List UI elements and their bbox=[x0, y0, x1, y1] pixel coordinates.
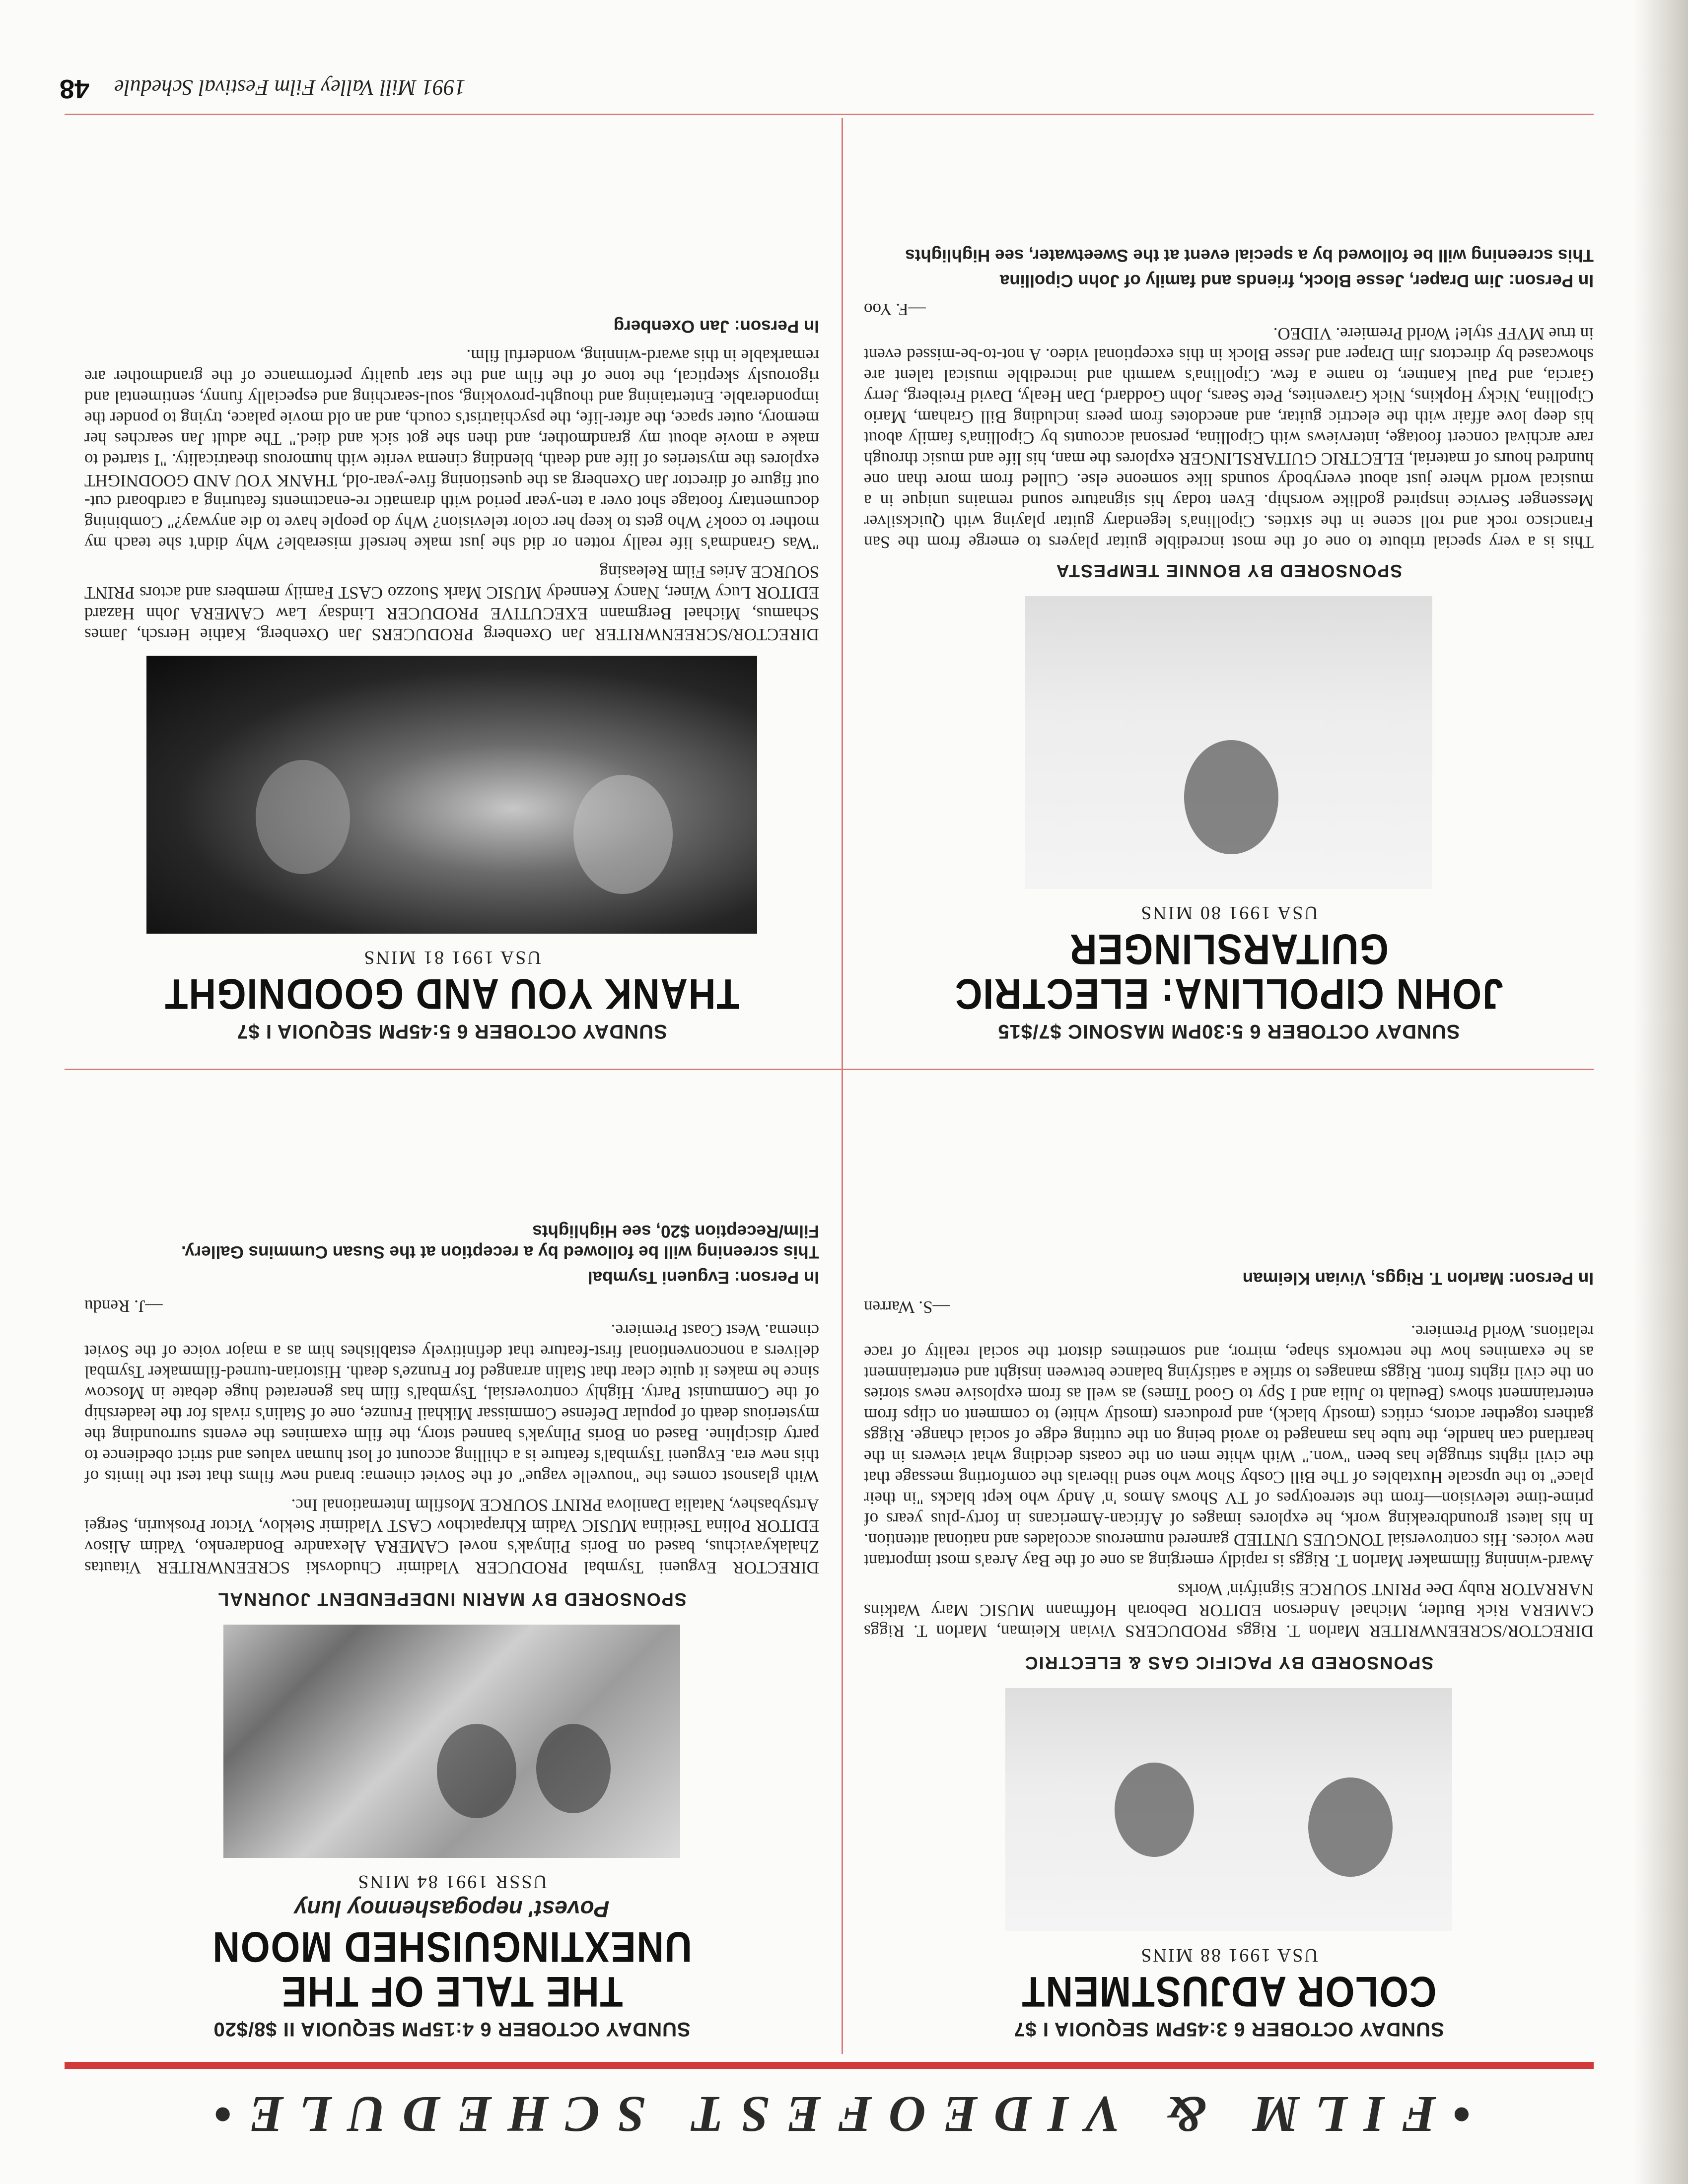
screening-note: This screening will be followed by a reception at the Susan Cummins Gallery. Film/Reception $20, see Highlights bbox=[181, 1222, 819, 1262]
column-divider bbox=[842, 118, 843, 2054]
row-divider bbox=[65, 1069, 1594, 1070]
credits: DIRECTOR/SCREENWRITER Marlon T. Riggs PRODUCERS Vivian Kleiman, Marlon T. Riggs CAMERA Rick Butler, Michael Anderson EDITOR Deborah Hoffmann MUSIC Mary Watkins NARRATOR Ruby Dee PRINT SOURCE Signifyin' Works bbox=[864, 1580, 1594, 1641]
film-meta: USSR 1991 84 MINS bbox=[356, 1871, 547, 1892]
synopsis: With glasnost comes the "nouvelle vague" of the Soviet cinema: brand new films that test the limits of this new era. Evgueni Tsymbal's feature is a chilling account of lost human values and strict obedience to party discipline. Based on Boris Pilnyak's banned story, the film examines the events surrounding the mysterious death of popular Defense Commissar Mikhail Frunze, one of Stalin's rivals for the leadership of the Communist Party. Highly controversial, Tsymbal's film has generated huge debate in Moscow since he makes it quite clear that Stalin arranged for Frunze's death. Historian-turned-filmmaker Tsymbal delivers a nonconventional first-feature that definitively establishes him as a major voice of the Soviet cinema. West Coast Premiere. bbox=[84, 1321, 819, 1486]
figure-head bbox=[1115, 1763, 1194, 1857]
footer-caption: 1991 Mill Valley Film Festival Schedule bbox=[114, 75, 466, 100]
film-entry-color-adjustment bbox=[864, 1268, 1594, 2040]
byline: —S. Warren bbox=[864, 1297, 950, 1317]
page-number: 48 bbox=[60, 74, 90, 104]
sponsor: SPONSORED BY BONNIE TEMPESTA bbox=[1055, 561, 1403, 581]
film-title: THANK YOU AND GOODNIGHT bbox=[164, 970, 740, 1018]
film-title: JOHN CIPOLLINA: ELECTRIC GUITARSLINGER bbox=[954, 925, 1503, 1018]
screening-note: This screening will be followed by a special event at the Sweetwater, see Highlights bbox=[905, 246, 1594, 265]
showtime: SUNDAY OCTOBER 6 4:15PM SEQUOIA II $8/$20 bbox=[213, 2018, 691, 2040]
showtime: SUNDAY OCTOBER 6 3:45PM SEQUOIA I $7 bbox=[1013, 2018, 1444, 2040]
synopsis: This is a very special tribute to one of the most incredible guitar players to emerge from the San Francisco rock and roll scene in the sixties. Cipollina's legendary guitar playing with Quicksilver Messenger Service inspired godlike worship. Even today his signature sound remains unique in a musical world where just about everybody sounds like someone else. Culled from more than one hundred hours of material, ELECTRIC GUITARSLINGER explores the man, his life and music through rare archival concert footage, interviews with Cipollina, personal accounts by Cipollina's family about his deep love affair with the electric guitar, and anecdotes from peers including Bill Graham, Mario Cipollina, Nicky Hopkins, Nick Gravenites, Pete Sears, John Goddard, Dan Healy, David Freiberg, Jerry Garcia, and Paul Kantner, to name a few. Cipollina's warmth and incredible musical talent are showcased by directors Jim Draper and Jesse Block in this exceptional video. A not-to-be-missed event in true MVFF style! World Premiere. VIDEO. bbox=[864, 324, 1594, 552]
film-meta: USA 1991 81 MINS bbox=[362, 947, 541, 968]
figure-head bbox=[1308, 1777, 1393, 1877]
footer-rule bbox=[65, 114, 1594, 115]
schedule-banner: •FILM & VIDEOFEST SCHEDULE• bbox=[197, 2086, 1471, 2143]
figure-head bbox=[437, 1724, 516, 1818]
showtime: SUNDAY OCTOBER 6 5:30PM MASONIC $7/$15 bbox=[997, 1021, 1460, 1042]
figure-head bbox=[1184, 740, 1278, 854]
synopsis: Award-winning filmmaker Marlon T. Riggs is rapidly emerging as one of the Bay Area's most important new voices. His controversial TONGUES UNTIED garnered numerous accolades and national attention. In his latest groundbreaking work, he explores images of African-Americans in forty-plus years of prime-time television—from the stereotypes of TV Shows Amos 'n' Andy who kept blacks "in their place" to the upscale Huxtables of The Bill Cosby Show who send liberals the comforting message that the civil rights struggle has been "won." With white men on the coasts deciding what viewers in the heartland can handle, the tube has managed to avoid being on the cutting edge of social change. Riggs gathers together actors, critics (mostly black), and producers (mostly white) to comment on clips from entertainment shows (Beulah to Julia and I Spy to Good Times) as well as from explosive news stories on the civil rights front. Riggs manages to strike a satisfying balance between insight and entertainment as he examines how the networks shape, mirror, and sometimes distort the social reality of race relations. World Premiere. bbox=[864, 1322, 1594, 1570]
film-title: THE TALE OF THE UNEXTINGUISHED MOON bbox=[211, 1923, 692, 2015]
film-entry-john-cipollina bbox=[864, 245, 1594, 1042]
film-meta: USA 1991 88 MINS bbox=[1139, 1945, 1318, 1966]
in-person: In Person: Jim Draper, Jesse Block, friends and family of John Cipollina bbox=[999, 271, 1594, 290]
banner-rule bbox=[65, 2062, 1594, 2069]
film-still-photo bbox=[1025, 596, 1432, 889]
synopsis: "Was Grandma's life really rotten or did she just make herself miserable? Why didn't she teach my mother to cook? Who gets to keep her color television? Why do people have to die anyway?" Combining documentary footage shot over a ten-year period with dramatic re-enactments featuring a cardboard cut-out figure of director Jan Oxenberg as the questioning five-year-old, THANK YOU AND GOODNIGHT explores the mysteries of life and death, blending cinema verite with humorous theatricality. "I started to make a movie about my grandmother, and then she got sick and died." The adult Jan searches her memory, outer space, the after-life, the psychiatrist's couch, and an old movie palace, trying to ponder the imponderable. Entertaining and thought-provoking, soul-searching and especially funny, sentimental and rigorously skeptical, the tone of the film and the star quality performance of the grandmother are remarkable in this award-winning, wonderful film. bbox=[84, 346, 819, 553]
in-person: In Person: Jan Oxenberg bbox=[613, 317, 819, 336]
sponsor: SPONSORED BY MARIN INDEPENDENT JOURNAL bbox=[217, 1589, 687, 1610]
film-title: COLOR ADJUSTMENT bbox=[1021, 1968, 1437, 2015]
byline: —F. Yoo bbox=[864, 300, 926, 319]
film-still-photo bbox=[146, 656, 757, 934]
figure-head bbox=[573, 775, 673, 894]
film-still-photo bbox=[1005, 1688, 1452, 1931]
figure-head bbox=[536, 1724, 611, 1813]
film-meta: USA 1991 80 MINS bbox=[1139, 902, 1318, 923]
showtime: SUNDAY OCTOBER 6 5:45PM SEQUOIA I $7 bbox=[236, 1021, 667, 1042]
film-entry-thank-you-and-goodnight bbox=[84, 316, 819, 1042]
book-binding-shadow bbox=[1633, 0, 1688, 2184]
sponsor: SPONSORED BY PACIFIC GAS & ELECTRIC bbox=[1024, 1653, 1434, 1673]
credits: DIRECTOR Evgueni Tsymbal PRODUCER Vladimir Chudovski SCREENWRITER Vitautas Zhalakyavichus, based on Boris Pilnyak's novel CAMERA Alexandre Bondarenko, Vadim Alisov EDITOR Polina Tseitlina MUSIC Vadim Khrapatchov CAST Vladimir Steklov, Victor Proskurin, Sergei Artsybashev, Natalia Danilova PRINT SOURCE Mosfilm International Inc. bbox=[84, 1496, 819, 1577]
film-entry-unextinguished-moon bbox=[84, 1221, 819, 2040]
film-still-photo bbox=[223, 1625, 680, 1858]
in-person: In Person: Marlon T. Riggs, Vivian Kleiman bbox=[1242, 1269, 1594, 1288]
figure-head bbox=[256, 760, 350, 874]
film-original-title: Povest' nepogashennoy luny bbox=[294, 1896, 610, 1922]
byline: —J. Rendu bbox=[84, 1297, 163, 1316]
credits: DIRECTOR/SCREENWRITER Jan Oxenberg PRODUCERS Jan Oxenberg, Kathie Hersch, James Schamus, Michael Bergmann EXECUTIVE PRODUCER Lindsay Law CAMERA John Hazard EDITOR Lucy Winer, Nancy Kennedy MUSIC Mark Suozzo CAST Family members and actors PRINT SOURCE Aries Film Releasing bbox=[84, 562, 819, 644]
in-person: In Person: Evgueni Tsymbal bbox=[587, 1268, 819, 1287]
